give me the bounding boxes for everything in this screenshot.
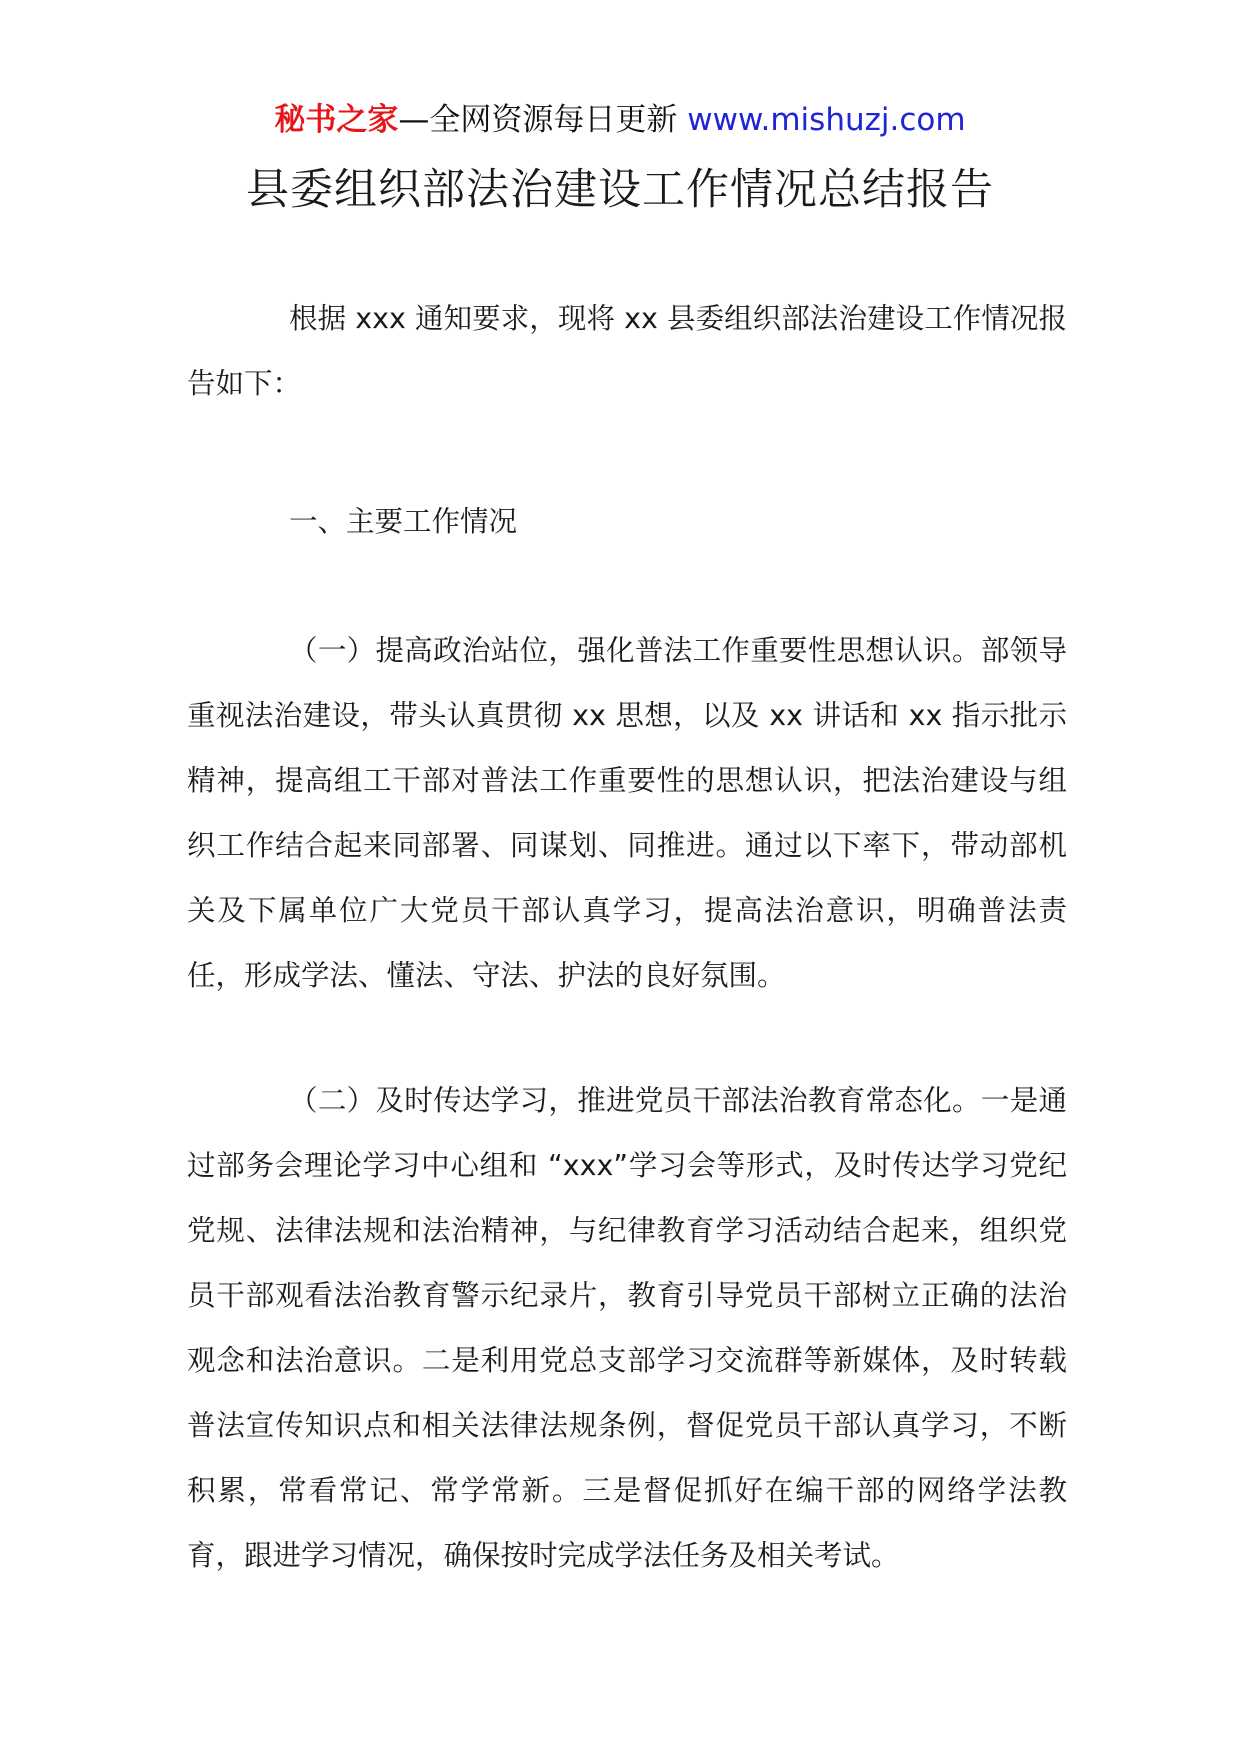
site-banner: [0, 100, 1240, 140]
paragraph-2-block: [187, 1068, 1067, 1588]
banner-tagline: —全网资源每日更新: [398, 102, 678, 138]
site-url-link[interactable]: www.mishuzj.com: [687, 102, 966, 138]
paragraph-2: （二）及时传达学习，推进党员干部法治教育常态化。一是通过部务会理论学习中心组和 “xxx”学习会等形式，及时传达学习党纪党规、法律法规和法治精神，与纪律教育学习活动结合起来，组织党员干部观看法治教育警示纪录片，教育引导党员干部树立正确的法治观念和法治意识。二是利用党总支部学习交流群等新媒体，及时转载普法宣传知识点和相关法律法规条例，督促党员干部认真学习，不断积累，常看常记、常学常新。三是督促抓好在编干部的网络学法教育，跟进学习情况，确保按时完成学法任务及相关考试。: [187, 1084, 1067, 1572]
intro-paragraph: 根据 xxx 通知要求，现将 xx 县委组织部法治建设工作情况报告如下：: [187, 302, 1067, 400]
paragraph-1-block: [187, 618, 1067, 1008]
document-title: 县委组织部法治建设工作情况总结报告: [246, 165, 994, 215]
brand-name: 秘书之家: [274, 102, 399, 138]
section-heading-block: [187, 489, 1067, 554]
section-heading: 一、主要工作情况: [289, 505, 518, 538]
intro-paragraph-block: [187, 286, 1067, 416]
paragraph-1: （一）提高政治站位，强化普法工作重要性思想认识。部领导重视法治建设，带头认真贯彻 xx 思想，以及 xx 讲话和 xx 指示批示精神，提高组工干部对普法工作重要性的思想认识，把法治建设与组织工作结合起来同部署、同谋划、同推进。通过以下率下，带动部机关及下属单位广大党员干部认真学习，提高法治意识，明确普法责任，形成学法、懂法、守法、护法的良好氛围。: [187, 634, 1067, 992]
